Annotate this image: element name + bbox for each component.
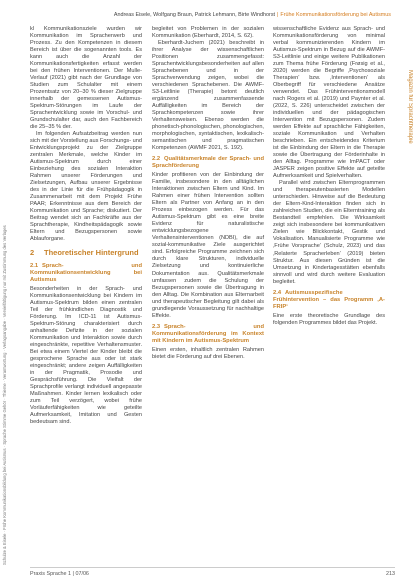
subsection-heading <box>30 263 142 284</box>
paragraph: Eberhardt-Juchem (2021) beschreibt in ihrer Analyse der wissenschaftlichen Positionen zusammengefasst: Sprachentwicklungsbesonderheiten auf allen Sprachebenen und in der Sprachverwendung zeigen, wobei die verschiedenen Sprachebenen. Die AWMF-S3-Leitlinie (Therapie) betont deutlich ergänzend zusammenfassende Auffälligkeiten im Bereich der Sprachkompetenzen sowie ihrer Verhaltensweisen. Ebenso werden die phonetisch-phonologischen, phonologischen, morphologischen, syntaktischen, lexikalisch-semantischen und pragmatischen Kompetenzen (AWMF 2021, S. 192). <box>152 40 264 152</box>
paragraph: Einen ersten, inhaltlich zentralen Rahmen bietet die Förderung auf drei Ebenen. <box>152 346 264 360</box>
subsection-number: 2.3 <box>152 323 161 330</box>
subsection-title: Qualitätsmerkmale der Sprach- und Sprachförderung <box>152 156 264 170</box>
paragraph: Eine erste theoretische Grundlage des folgenden Programmes bildet das Projekt. <box>273 312 385 326</box>
side-tab-label: Magazin für Sprachtherapie <box>407 70 413 144</box>
subsection-number: 2.2 <box>152 156 161 163</box>
subsection-title: Sprach- und Kommunikationsförderung im Kontext mit Kindern im Autismus-Spektrum <box>152 323 264 344</box>
text-column-1 <box>30 26 142 426</box>
paragraph: begleitet von Problemen in der sozialen Kommunikation (Eberhardt, 2014, S. 62). <box>152 26 264 40</box>
text-column-2 <box>152 26 264 361</box>
section-heading <box>30 249 142 258</box>
paragraph: Parallel wird zwischen Elternprogrammen und therapeutenbasierten Modellen unterschieden. Hinweise auf die Bedeutung der Eltern-Kind-Interaktion finden sich in zahlreichen Studien, die ein Elterntraining als Bestandteil empfehlen. Die Wirksamkeit zeigt sich insbesondere bei kommunikativen Zielen wie Blickkontakt, Gestik und Vokalisation. Manualisierte Programme wie ‚Frühe Vorsprache‘ (Schulz, 2023) und das ‚Relaterte Spracherleben‘ (2019) bieten Struktur. Aus diesen Gründen ist die Umsetzung in Kindertagesstätten ebenfalls sinnvoll und wird durch weitere Evaluation begleitet. <box>273 180 385 285</box>
subsection-title: Autismusspezifische Frühintervention – das Programm ‚A-FRIP‘ <box>273 289 385 310</box>
running-header <box>114 12 391 18</box>
subsection-number: 2.1 <box>30 262 39 269</box>
side-margin-text: Schulze & Eisele · Frühe Kommunikationsbildung bei Autismus · Sprache Stimme Gehör · Thieme · Verantwortung · Verlagsangabe · Vervielfältigung nur mit Zustimmung des Verlages <box>2 225 7 565</box>
subsection-heading <box>152 156 264 170</box>
subsection-title: Sprach- und Kommunikationsentwicklung bei Autismus <box>30 262 142 283</box>
header-title: Frühe Kommunikationsförderung bei Autismus <box>280 12 391 18</box>
subsection-heading <box>273 290 385 311</box>
paragraph: Besonderheiten in der Sprach- und Kommunikationsentwicklung bei Kindern im Autismus-Spektrum bilden einen zentralen Teil der frühkindlichen Diagnostik und Förderung. Im ICD-11 ist Autismus-Spektrum-Störung charakterisiert durch anhaltende Defizite in der sozialen Kommunikation und Interaktion sowie durch eingeschränkte, repetitive Verhaltensmuster. Bei etwa einem Viertel der Kinder bleibt die gesprochene Sprache aus oder ist stark eingeschränkt; andere zeigen Auffälligkeiten in der Pragmatik, Prosodie und Gesprächsführung. Die Vielfalt der Sprachprofile verlangt individuell angepasste Maßnahmen. Kinder lernen lexikalisch oder zum Teil verzögert, wobei frühe Vorläuferfähigkeiten wie geteilte Aufmerksamkeit, Imitation und Gesten bedeutsam sind. <box>30 285 142 426</box>
page-number: 213 <box>386 571 395 577</box>
page-footer <box>30 567 395 577</box>
paragraph: Im folgenden Aufsatzbeitrag werden nun sich mit der Vorstellung aus Forschungs- und Entwicklungsprojekt zu der Zielgruppe zentralen Merkmale, welche Kinder im Autismus-Spektrum durch einer Einbeziehung des sozialen Interaktion Rahmen unserer Förderungen und Zielsetzungen, Aufbau unserer Ergebnisse des in der Linie für die Frühpädagogik in Zusammenarbeit mit dem Projekt Frühe PAAR; Erkenntnisse aus dem Bereich der Kommunikation und Sprache; diskutiert. Der Beitrag wendet sich an Fachkräfte aus der Sprachtherapie, Kindheitspädagogik sowie Eltern und Bezugspersonen sowie Ablauforgane. <box>30 131 142 243</box>
section-title: Theoretischer Hintergrund <box>44 248 139 258</box>
paragraph: wissenschaftliche Evidenz aus Sprach- und Kommunikationsförderung von minimal verbal kommunizierenden Kindern im Autismus-Spektrum in Bezug auf die AWMF-S3-Leitlinie und einige weitere Publikationen zum Thema frühe Förderung (Frøsig et al., 2020) werden die Begriffe ‚Psychosoziale Therapien‘ bzw. ‚Interventionen‘ als Oberbegriff für verschiedene Ansätze verwendet. Das Frühinterventionsmodell nach Rogers et al. (2019) und Paynter et al. (2022, S. 226) unterscheidet zwischen der individuellen und der pädagogischen Intervention mit Bezugspersonen. Zudem werden Effekte auf sprachliche Fähigkeiten, soziale Kommunikation und Verhalten beschrieben. Ein entscheidendes Kriterium ist die Einbindung der Eltern in die Therapie sowie die Übertragung der Förderinhalte in den Alltag. Programme wie ImPACT oder JASPER zeigen positive Effekte auf geteilte Aufmerksamkeit und Spielverhalten. <box>273 26 385 180</box>
paragraph: Kinder profitieren von der Einbindung der Familie, insbesondere in den alltäglichen Interaktionen zwischen Eltern und Kind. Im Rahmen einer frühen Intervention sollten Eltern als Partner von Anfang an in den Prozess einbezogen werden. Für das Autismus-Spektrum gibt es eine breite Evidenz für naturalistische entwicklungsbezogene Verhaltensinterventionen (NDBI), die auf sozial-kommunikative Ziele ausgerichtet sind. Erfolgreiche Programme zeichnen sich durch klare Strukturen, individuelle Zielsetzung und kontinuierliche Dokumentation aus. Qualitätsmerkmale umfassen zudem die Schulung der Bezugspersonen sowie die Übertragung in den Alltag. Die Kombination aus Elternarbeit und therapeutischer Begleitung gilt dabei als grundlegende Voraussetzung für nachhaltige Effekte. <box>152 172 264 319</box>
paragraph: kl Kommunikationsziele wurden wir Kommunikation im Spracherwerb und Prozess. Zu den Kompetenzen in diesem Bereich ist über die sogenannten tools. Es kann auch die Anzahl der Kommunikationsfertigkeiten erfasst werden bei den frühen Interventionen. Der Mulle-Verlauf (2021) gibt nach der Grundlage von Studien zum Schulalter mit einem Prozentsatz von 20–30 % dieser Zielgruppe innerhalb der gemessenen Autismus-Spektrum-Störungen im Laufe der Sprachentwicklung sowie im Vorschul- und Grundschulalter dar, auch den Fachbereich die 25–35 % der. <box>30 26 142 131</box>
journal-name: Praxis Sprache 1 | 07/06 <box>30 571 89 577</box>
subsection-number: 2.4 <box>273 289 282 296</box>
header-authors: Andreas Eisele, Wolfgang Braun, Patrick Lehmann, Birte Windhorst <box>113 12 276 18</box>
subsection-heading <box>152 324 264 345</box>
text-column-3 <box>273 26 385 327</box>
section-number: 2 <box>30 248 35 258</box>
header-separator: | <box>277 12 279 18</box>
